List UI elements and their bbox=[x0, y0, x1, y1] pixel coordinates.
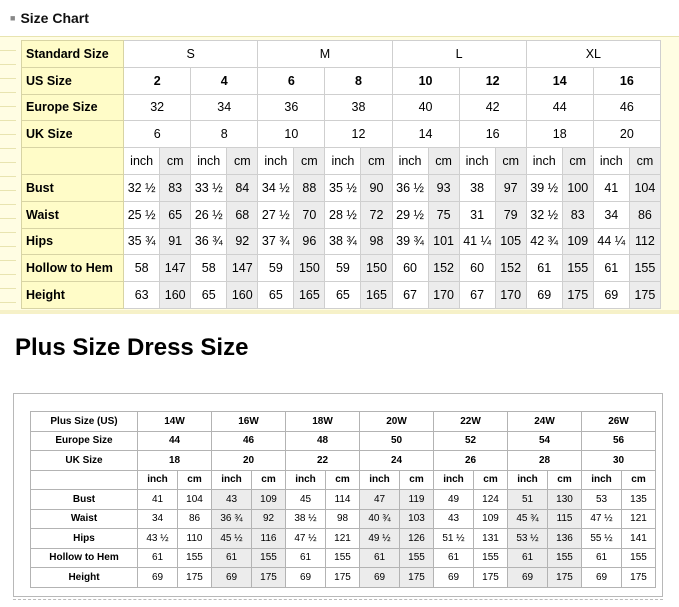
plus-uk-size-cell: 28 bbox=[508, 451, 582, 471]
plus-us-size-cell: 16W bbox=[212, 412, 286, 432]
plus-unit-cm: cm bbox=[548, 470, 582, 490]
measure-cm-value: 98 bbox=[361, 228, 392, 255]
plus-measure-inch-value: 45 ¾ bbox=[508, 509, 548, 529]
measure-cm-value: 92 bbox=[227, 228, 258, 255]
plus-measure-row bbox=[31, 509, 656, 529]
plus-size-table bbox=[30, 411, 656, 588]
measure-inch-value: 27 ½ bbox=[258, 201, 294, 228]
plus-measure-inch-value: 61 bbox=[434, 548, 474, 568]
us-size-cell: 14 bbox=[526, 67, 593, 94]
plus-uk-size-label: UK Size bbox=[31, 451, 138, 471]
plus-measure-inch-value: 61 bbox=[138, 548, 178, 568]
size-chart-table bbox=[21, 40, 661, 309]
plus-measure-inch-value: 69 bbox=[582, 568, 622, 588]
plus-us-size-cell: 24W bbox=[508, 412, 582, 432]
measure-inch-value: 65 bbox=[258, 282, 294, 309]
us-size-cell: 8 bbox=[325, 67, 392, 94]
plus-measure-inch-value: 47 bbox=[360, 490, 400, 510]
measure-inch-value: 28 ½ bbox=[325, 201, 361, 228]
plus-us-size-label: Plus Size (US) bbox=[31, 412, 138, 432]
unit-inch: inch bbox=[459, 148, 495, 175]
plus-measure-inch-value: 51 ½ bbox=[434, 529, 474, 549]
plus-measure-inch-value: 36 ¾ bbox=[212, 509, 252, 529]
measure-inch-value: 32 ½ bbox=[526, 201, 562, 228]
plus-uk-size-cell: 18 bbox=[138, 451, 212, 471]
uk-size-cell: 8 bbox=[191, 121, 258, 148]
unit-inch: inch bbox=[392, 148, 428, 175]
measure-inch-value: 35 ½ bbox=[325, 174, 361, 201]
plus-unit-cm: cm bbox=[622, 470, 656, 490]
us-size-cell: 16 bbox=[593, 67, 660, 94]
plus-us-size-cell: 14W bbox=[138, 412, 212, 432]
size-chart-measurements bbox=[22, 174, 661, 308]
plus-uk-size-row bbox=[31, 451, 656, 471]
plus-unit-inch: inch bbox=[286, 470, 326, 490]
plus-europe-size-cell: 50 bbox=[360, 431, 434, 451]
plus-measure-cm-value: 175 bbox=[548, 568, 582, 588]
plus-measure-inch-value: 69 bbox=[138, 568, 178, 588]
plus-measure-cm-value: 104 bbox=[178, 490, 212, 510]
size-chart-header bbox=[0, 0, 679, 36]
measure-inch-value: 65 bbox=[191, 282, 227, 309]
measure-cm-value: 155 bbox=[629, 255, 660, 282]
europe-size-cell: 44 bbox=[526, 94, 593, 121]
standard-size-row bbox=[22, 41, 661, 68]
plus-measure-row-label: Hips bbox=[31, 529, 138, 549]
measure-inch-value: 39 ½ bbox=[526, 174, 562, 201]
measure-row bbox=[22, 174, 661, 201]
plus-unit-row-label bbox=[31, 470, 138, 490]
plus-measure-row-label: Hollow to Hem bbox=[31, 548, 138, 568]
measure-inch-value: 36 ¾ bbox=[191, 228, 227, 255]
measure-row-label: Waist bbox=[22, 201, 124, 228]
measure-cm-value: 79 bbox=[495, 201, 526, 228]
us-size-cell: 4 bbox=[191, 67, 258, 94]
plus-measure-inch-value: 53 bbox=[582, 490, 622, 510]
measure-cm-value: 101 bbox=[428, 228, 459, 255]
measure-row bbox=[22, 282, 661, 309]
plus-europe-size-cell: 56 bbox=[582, 431, 656, 451]
plus-measure-row-label: Waist bbox=[31, 509, 138, 529]
plus-size-title: Plus Size Dress Size bbox=[15, 334, 249, 361]
standard-size-cell: XL bbox=[526, 41, 660, 68]
plus-measure-inch-value: 49 ½ bbox=[360, 529, 400, 549]
unit-cm: cm bbox=[361, 148, 392, 175]
plus-measure-cm-value: 98 bbox=[326, 509, 360, 529]
plus-us-size-cell: 20W bbox=[360, 412, 434, 432]
plus-measure-cm-value: 155 bbox=[548, 548, 582, 568]
measure-cm-value: 165 bbox=[294, 282, 325, 309]
europe-size-cell: 46 bbox=[593, 94, 660, 121]
plus-measure-inch-value: 40 ¾ bbox=[360, 509, 400, 529]
plus-measure-inch-value: 69 bbox=[286, 568, 326, 588]
uk-size-cell: 20 bbox=[593, 121, 660, 148]
plus-measure-inch-value: 69 bbox=[360, 568, 400, 588]
plus-measure-row bbox=[31, 490, 656, 510]
europe-size-row bbox=[22, 94, 661, 121]
plus-measure-cm-value: 103 bbox=[400, 509, 434, 529]
measure-cm-value: 65 bbox=[160, 201, 191, 228]
plus-measure-inch-value: 69 bbox=[212, 568, 252, 588]
europe-size-cell: 42 bbox=[459, 94, 526, 121]
plus-measure-cm-value: 175 bbox=[178, 568, 212, 588]
unit-inch: inch bbox=[593, 148, 629, 175]
measure-inch-value: 41 ¼ bbox=[459, 228, 495, 255]
standard-size-cell: M bbox=[258, 41, 392, 68]
measure-cm-value: 170 bbox=[428, 282, 459, 309]
europe-size-cell: 40 bbox=[392, 94, 459, 121]
unit-cm: cm bbox=[227, 148, 258, 175]
unit-inch: inch bbox=[258, 148, 294, 175]
measure-cm-value: 83 bbox=[562, 201, 593, 228]
unit-cm: cm bbox=[294, 148, 325, 175]
plus-measure-cm-value: 155 bbox=[622, 548, 656, 568]
plus-measure-inch-value: 47 ½ bbox=[286, 529, 326, 549]
standard-size-label: Standard Size bbox=[22, 41, 124, 68]
plus-measure-cm-value: 109 bbox=[252, 490, 286, 510]
plus-measure-inch-value: 45 bbox=[286, 490, 326, 510]
plus-us-size-cell: 18W bbox=[286, 412, 360, 432]
measure-row-label: Bust bbox=[22, 174, 124, 201]
measure-inch-value: 37 ¾ bbox=[258, 228, 294, 255]
plus-measure-cm-value: 155 bbox=[326, 548, 360, 568]
plus-measure-cm-value: 175 bbox=[326, 568, 360, 588]
measure-cm-value: 109 bbox=[562, 228, 593, 255]
plus-measure-row-label: Height bbox=[31, 568, 138, 588]
uk-size-cell: 16 bbox=[459, 121, 526, 148]
plus-unit-cm: cm bbox=[252, 470, 286, 490]
plus-measure-cm-value: 119 bbox=[400, 490, 434, 510]
unit-inch: inch bbox=[124, 148, 160, 175]
measure-cm-value: 160 bbox=[227, 282, 258, 309]
europe-size-cell: 34 bbox=[191, 94, 258, 121]
measure-inch-value: 29 ½ bbox=[392, 201, 428, 228]
plus-measure-inch-value: 53 ½ bbox=[508, 529, 548, 549]
measure-inch-value: 69 bbox=[593, 282, 629, 309]
measure-cm-value: 160 bbox=[160, 282, 191, 309]
measure-cm-value: 68 bbox=[227, 201, 258, 228]
plus-europe-size-cell: 52 bbox=[434, 431, 508, 451]
plus-measure-inch-value: 49 bbox=[434, 490, 474, 510]
plus-measure-cm-value: 126 bbox=[400, 529, 434, 549]
plus-size-measurements bbox=[31, 490, 656, 588]
plus-measure-inch-value: 61 bbox=[212, 548, 252, 568]
plus-measure-inch-value: 61 bbox=[508, 548, 548, 568]
plus-us-size-row bbox=[31, 412, 656, 432]
plus-measure-row bbox=[31, 568, 656, 588]
plus-measure-inch-value: 69 bbox=[434, 568, 474, 588]
plus-unit-inch: inch bbox=[434, 470, 474, 490]
measure-inch-value: 58 bbox=[191, 255, 227, 282]
plus-measure-cm-value: 155 bbox=[400, 548, 434, 568]
uk-size-cell: 10 bbox=[258, 121, 325, 148]
measure-cm-value: 93 bbox=[428, 174, 459, 201]
plus-measure-inch-value: 43 bbox=[434, 509, 474, 529]
measure-cm-value: 165 bbox=[361, 282, 392, 309]
measure-inch-value: 60 bbox=[459, 255, 495, 282]
plus-measure-cm-value: 130 bbox=[548, 490, 582, 510]
plus-measure-inch-value: 43 bbox=[212, 490, 252, 510]
unit-row bbox=[22, 148, 661, 175]
unit-inch: inch bbox=[526, 148, 562, 175]
plus-measure-inch-value: 47 ½ bbox=[582, 509, 622, 529]
bullet-icon: ■ bbox=[10, 13, 16, 23]
measure-inch-value: 26 ½ bbox=[191, 201, 227, 228]
measure-inch-value: 34 bbox=[593, 201, 629, 228]
plus-measure-cm-value: 131 bbox=[474, 529, 508, 549]
measure-inch-value: 31 bbox=[459, 201, 495, 228]
measure-cm-value: 90 bbox=[361, 174, 392, 201]
plus-measure-inch-value: 43 ½ bbox=[138, 529, 178, 549]
plus-measure-cm-value: 135 bbox=[622, 490, 656, 510]
plus-unit-cm: cm bbox=[474, 470, 508, 490]
plus-unit-row bbox=[31, 470, 656, 490]
measure-cm-value: 175 bbox=[562, 282, 593, 309]
measure-inch-value: 59 bbox=[325, 255, 361, 282]
plus-europe-size-cell: 54 bbox=[508, 431, 582, 451]
plus-us-size-cell: 22W bbox=[434, 412, 508, 432]
unit-inch: inch bbox=[191, 148, 227, 175]
plus-measure-cm-value: 155 bbox=[252, 548, 286, 568]
plus-europe-size-row bbox=[31, 431, 656, 451]
unit-cm: cm bbox=[160, 148, 191, 175]
measure-inch-value: 25 ½ bbox=[124, 201, 160, 228]
europe-size-label: Europe Size bbox=[22, 94, 124, 121]
standard-size-cell: S bbox=[124, 41, 258, 68]
plus-uk-size-cell: 26 bbox=[434, 451, 508, 471]
standard-size-cell: L bbox=[392, 41, 526, 68]
measure-cm-value: 147 bbox=[160, 255, 191, 282]
plus-measure-inch-value: 41 bbox=[138, 490, 178, 510]
measure-cm-value: 84 bbox=[227, 174, 258, 201]
plus-measure-cm-value: 121 bbox=[326, 529, 360, 549]
us-size-cell: 12 bbox=[459, 67, 526, 94]
measure-inch-value: 44 ¼ bbox=[593, 228, 629, 255]
plus-measure-inch-value: 61 bbox=[360, 548, 400, 568]
grid-background bbox=[0, 36, 16, 314]
plus-unit-inch: inch bbox=[360, 470, 400, 490]
plus-uk-size-cell: 22 bbox=[286, 451, 360, 471]
plus-uk-size-cell: 24 bbox=[360, 451, 434, 471]
unit-row-label bbox=[22, 148, 124, 175]
us-size-cell: 6 bbox=[258, 67, 325, 94]
measure-inch-value: 38 ¾ bbox=[325, 228, 361, 255]
plus-measure-cm-value: 92 bbox=[252, 509, 286, 529]
unit-inch: inch bbox=[325, 148, 361, 175]
plus-measure-cm-value: 155 bbox=[474, 548, 508, 568]
plus-size-divider bbox=[13, 599, 663, 600]
plus-measure-cm-value: 175 bbox=[252, 568, 286, 588]
measure-inch-value: 32 ½ bbox=[124, 174, 160, 201]
plus-measure-row-label: Bust bbox=[31, 490, 138, 510]
measure-cm-value: 155 bbox=[562, 255, 593, 282]
plus-measure-cm-value: 116 bbox=[252, 529, 286, 549]
plus-measure-cm-value: 121 bbox=[622, 509, 656, 529]
measure-inch-value: 67 bbox=[392, 282, 428, 309]
measure-cm-value: 96 bbox=[294, 228, 325, 255]
plus-unit-cm: cm bbox=[326, 470, 360, 490]
plus-measure-inch-value: 38 ½ bbox=[286, 509, 326, 529]
plus-europe-size-label: Europe Size bbox=[31, 431, 138, 451]
measure-cm-value: 152 bbox=[495, 255, 526, 282]
europe-size-cell: 36 bbox=[258, 94, 325, 121]
measure-cm-value: 170 bbox=[495, 282, 526, 309]
plus-measure-cm-value: 86 bbox=[178, 509, 212, 529]
measure-cm-value: 104 bbox=[629, 174, 660, 201]
us-size-row bbox=[22, 67, 661, 94]
plus-measure-inch-value: 51 bbox=[508, 490, 548, 510]
plus-measure-row bbox=[31, 529, 656, 549]
measure-cm-value: 147 bbox=[227, 255, 258, 282]
plus-unit-cm: cm bbox=[178, 470, 212, 490]
plus-measure-cm-value: 110 bbox=[178, 529, 212, 549]
plus-measure-cm-value: 141 bbox=[622, 529, 656, 549]
plus-europe-size-cell: 48 bbox=[286, 431, 360, 451]
measure-cm-value: 150 bbox=[294, 255, 325, 282]
plus-europe-size-cell: 46 bbox=[212, 431, 286, 451]
measure-inch-value: 34 ½ bbox=[258, 174, 294, 201]
plus-measure-inch-value: 55 ½ bbox=[582, 529, 622, 549]
measure-cm-value: 100 bbox=[562, 174, 593, 201]
measure-row bbox=[22, 228, 661, 255]
size-chart-title bbox=[10, 8, 89, 28]
uk-size-cell: 14 bbox=[392, 121, 459, 148]
measure-row bbox=[22, 201, 661, 228]
plus-measure-inch-value: 34 bbox=[138, 509, 178, 529]
plus-measure-cm-value: 136 bbox=[548, 529, 582, 549]
us-size-label: US Size bbox=[22, 67, 124, 94]
measure-cm-value: 112 bbox=[629, 228, 660, 255]
plus-measure-inch-value: 69 bbox=[508, 568, 548, 588]
plus-uk-size-cell: 20 bbox=[212, 451, 286, 471]
measure-inch-value: 58 bbox=[124, 255, 160, 282]
measure-cm-value: 75 bbox=[428, 201, 459, 228]
plus-unit-cm: cm bbox=[400, 470, 434, 490]
size-chart-title-text: Size Chart bbox=[20, 10, 89, 26]
measure-inch-value: 59 bbox=[258, 255, 294, 282]
measure-cm-value: 88 bbox=[294, 174, 325, 201]
measure-cm-value: 86 bbox=[629, 201, 660, 228]
plus-measure-cm-value: 175 bbox=[474, 568, 508, 588]
plus-measure-inch-value: 61 bbox=[582, 548, 622, 568]
measure-inch-value: 33 ½ bbox=[191, 174, 227, 201]
plus-measure-cm-value: 114 bbox=[326, 490, 360, 510]
measure-inch-value: 67 bbox=[459, 282, 495, 309]
plus-uk-size-cell: 30 bbox=[582, 451, 656, 471]
measure-inch-value: 61 bbox=[526, 255, 562, 282]
measure-row-label: Hips bbox=[22, 228, 124, 255]
measure-cm-value: 91 bbox=[160, 228, 191, 255]
us-size-cell: 10 bbox=[392, 67, 459, 94]
plus-unit-inch: inch bbox=[508, 470, 548, 490]
measure-inch-value: 41 bbox=[593, 174, 629, 201]
measure-inch-value: 39 ¾ bbox=[392, 228, 428, 255]
measure-inch-value: 61 bbox=[593, 255, 629, 282]
measure-inch-value: 63 bbox=[124, 282, 160, 309]
plus-measure-cm-value: 109 bbox=[474, 509, 508, 529]
measure-cm-value: 83 bbox=[160, 174, 191, 201]
plus-unit-inch: inch bbox=[138, 470, 178, 490]
unit-cm: cm bbox=[495, 148, 526, 175]
plus-measure-inch-value: 45 ½ bbox=[212, 529, 252, 549]
measure-row bbox=[22, 255, 661, 282]
measure-inch-value: 35 ¾ bbox=[124, 228, 160, 255]
plus-unit-inch: inch bbox=[582, 470, 622, 490]
measure-cm-value: 97 bbox=[495, 174, 526, 201]
plus-unit-inch: inch bbox=[212, 470, 252, 490]
uk-size-row bbox=[22, 121, 661, 148]
measure-cm-value: 150 bbox=[361, 255, 392, 282]
measure-inch-value: 42 ¾ bbox=[526, 228, 562, 255]
us-size-cell: 2 bbox=[124, 67, 191, 94]
measure-cm-value: 152 bbox=[428, 255, 459, 282]
measure-inch-value: 60 bbox=[392, 255, 428, 282]
unit-cm: cm bbox=[629, 148, 660, 175]
plus-measure-cm-value: 115 bbox=[548, 509, 582, 529]
plus-europe-size-cell: 44 bbox=[138, 431, 212, 451]
uk-size-label: UK Size bbox=[22, 121, 124, 148]
plus-measure-cm-value: 124 bbox=[474, 490, 508, 510]
unit-cm: cm bbox=[562, 148, 593, 175]
plus-measure-cm-value: 175 bbox=[400, 568, 434, 588]
plus-us-size-cell: 26W bbox=[582, 412, 656, 432]
europe-size-cell: 32 bbox=[124, 94, 191, 121]
plus-measure-row bbox=[31, 548, 656, 568]
uk-size-cell: 6 bbox=[124, 121, 191, 148]
measure-inch-value: 38 bbox=[459, 174, 495, 201]
measure-inch-value: 36 ½ bbox=[392, 174, 428, 201]
plus-measure-cm-value: 175 bbox=[622, 568, 656, 588]
unit-cm: cm bbox=[428, 148, 459, 175]
measure-cm-value: 175 bbox=[629, 282, 660, 309]
measure-cm-value: 70 bbox=[294, 201, 325, 228]
uk-size-cell: 18 bbox=[526, 121, 593, 148]
measure-row-label: Hollow to Hem bbox=[22, 255, 124, 282]
measure-cm-value: 72 bbox=[361, 201, 392, 228]
plus-measure-inch-value: 61 bbox=[286, 548, 326, 568]
measure-row-label: Height bbox=[22, 282, 124, 309]
measure-inch-value: 65 bbox=[325, 282, 361, 309]
plus-measure-cm-value: 155 bbox=[178, 548, 212, 568]
uk-size-cell: 12 bbox=[325, 121, 392, 148]
measure-inch-value: 69 bbox=[526, 282, 562, 309]
measure-cm-value: 105 bbox=[495, 228, 526, 255]
europe-size-cell: 38 bbox=[325, 94, 392, 121]
